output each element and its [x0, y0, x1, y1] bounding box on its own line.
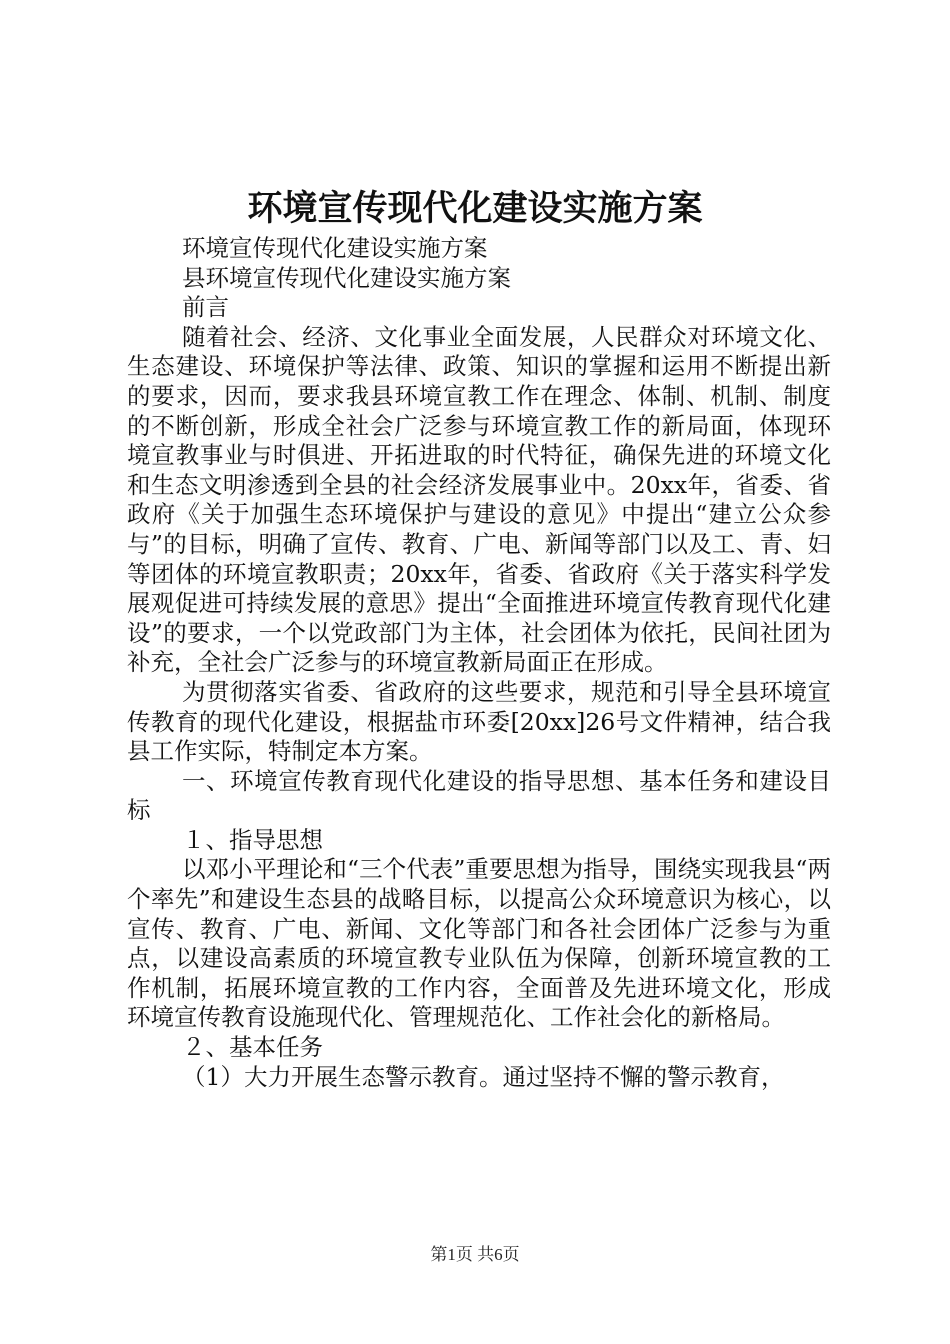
paragraph-basic-tasks-item-1: （1）大力开展生态警示教育。通过坚持不懈的警示教育， [182, 1062, 785, 1091]
document-title: 环境宣传现代化建设实施方案 [247, 188, 703, 229]
paragraph-basic-tasks-heading: ２、基本任务 [182, 1033, 323, 1062]
document-body [127, 234, 831, 1092]
paragraph-preface-heading: 前言 [182, 293, 229, 322]
paragraph-guiding-ideology-heading: １、指导思想 [182, 825, 323, 854]
paragraph-subtitle: 环境宣传现代化建设实施方案 [182, 234, 488, 262]
paragraph-section-one-heading: 一、环境宣传教育现代化建设的指导思想、基本任务和建设目标 [127, 766, 831, 825]
paragraph-county-title: 县环境宣传现代化建设实施方案 [182, 263, 511, 292]
paragraph-preface-body: 随着社会、经济、文化事业全面发展，人民群众对环境文化、生态建设、环境保护等法律、政策、知识的掌握和运用不断提出新的要求，因而，要求我县环境宣教工作在理念、体制、机制、制度的不断创新，形成全社会广泛参与环境宣教工作的新局面，体现环境宣教事业与时俱进、开拓进取的时代特征，确保先进的环境文化和生态文明渗透到全县的社会经济发展事业中。20xx年，省委、省政府《关于加强生态环境保护与建设的意见》中提出“建立公众参与”的目标，明确了宣传、教育、广电、新闻等部门以及工、青、妇等团体的环境宣教职责；20xx年，省委、省政府《关于落实科学发展观促进可持续发展的意思》提出“全面推进环境宣传教育现代化建设”的要求，一个以党政部门为主体，社会团体为依托，民间社团为补充，全社会广泛参与的环境宣教新局面正在形成。 [127, 322, 831, 677]
page-footer: 第1页 共6页 [430, 1245, 520, 1264]
paragraph-purpose: 为贯彻落实省委、省政府的这些要求，规范和引导全县环境宣传教育的现代化建设，根据盐市环委[20xx]26号文件精神，结合我县工作实际，特制定本方案。 [127, 677, 831, 766]
paragraph-guiding-ideology-body: 以邓小平理论和“三个代表”重要思想为指导，围绕实现我县“两个率先”和建设生态县的战略目标，以提高公众环境意识为核心，以宣传、教育、广电、新闻、文化等部门和各社会团体广泛参与为重点，以建设高素质的环境宣教专业队伍为保障，创新环境宣教的工作机制，拓展环境宣教的工作内容，全面普及先进环境文化，形成环境宣传教育设施现代化、管理规范化、工作社会化的新格局。 [127, 855, 831, 1032]
